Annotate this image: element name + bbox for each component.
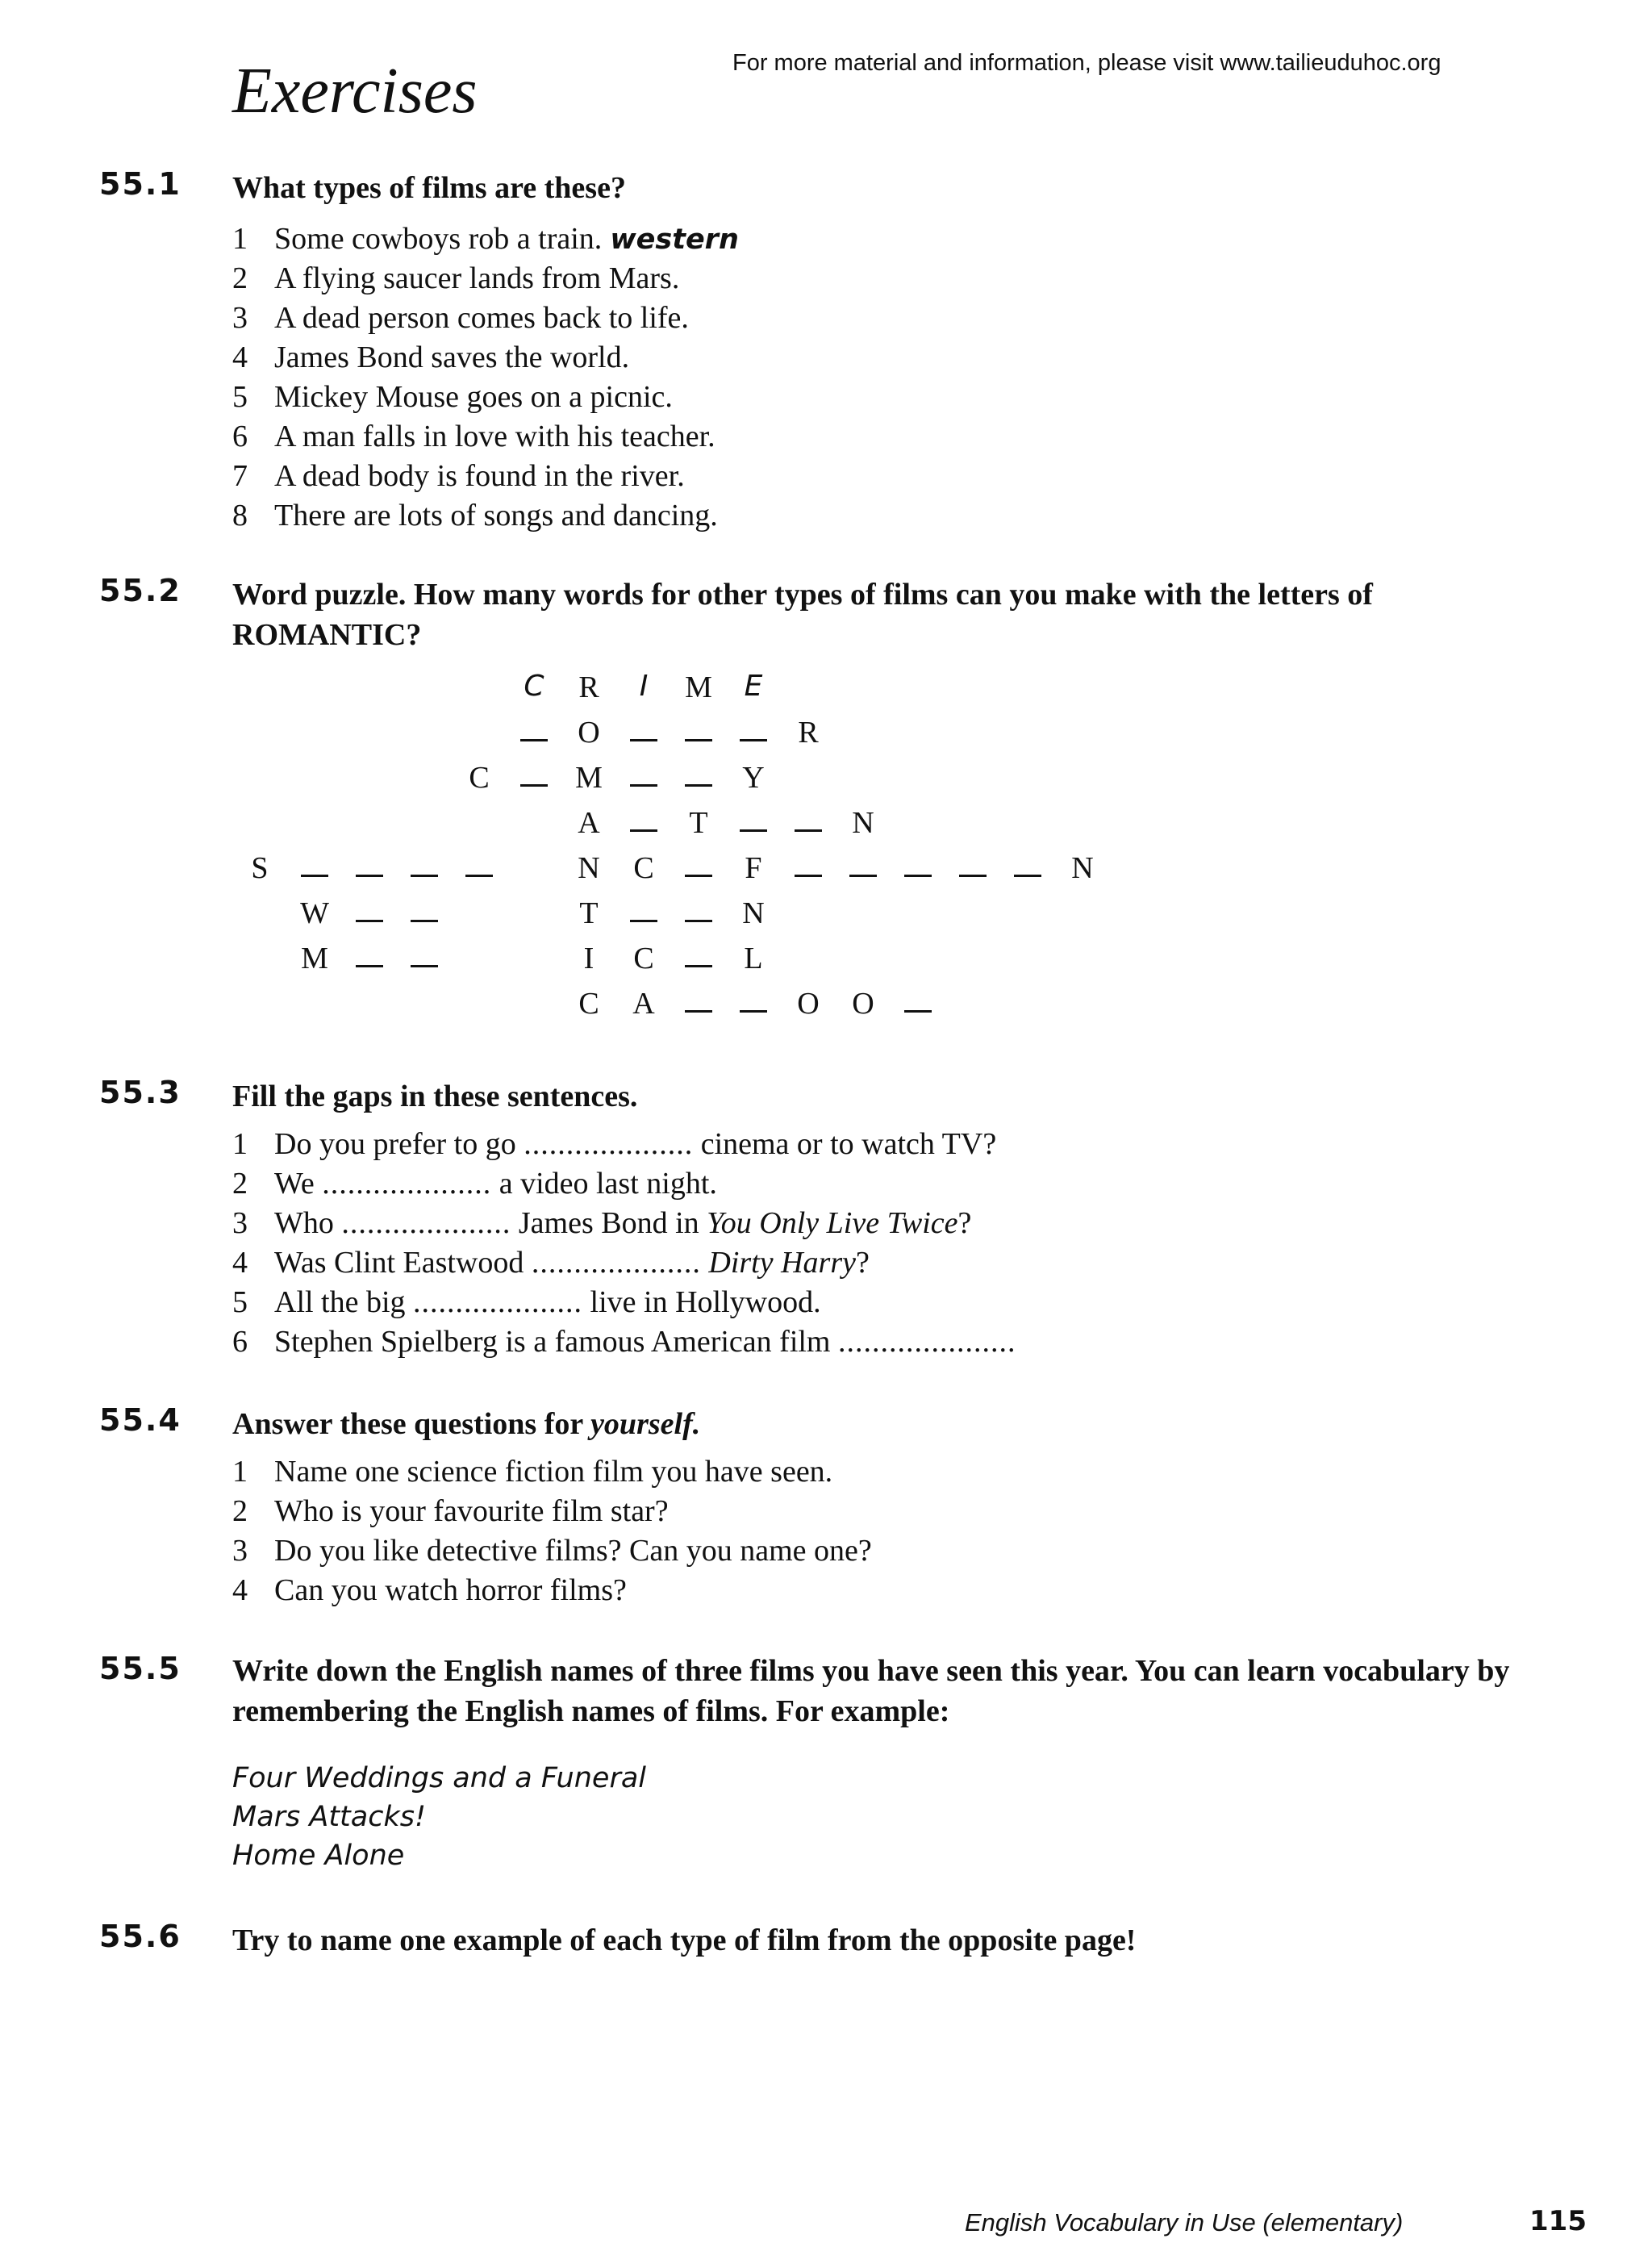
exercise-list <box>232 1452 872 1610</box>
puzzle-handwritten-letter: I <box>639 670 649 703</box>
handwritten-examples <box>232 1759 646 1875</box>
exercise-instruction: Fill the gaps in these sentences. <box>232 1080 638 1113</box>
list-item: 1 Name one science fiction film you have seen. <box>232 1455 833 1489</box>
puzzle-letter: C <box>469 761 490 795</box>
handwritten-answer: western <box>610 223 739 256</box>
exercise-number: 55.4 <box>99 1402 181 1438</box>
puzzle-letter: T <box>579 896 599 930</box>
gap[interactable]: .................... <box>322 1167 492 1201</box>
puzzle-handwritten-letter: E <box>744 670 763 703</box>
exercise-list <box>232 219 739 536</box>
puzzle-blank[interactable] <box>411 941 438 967</box>
gap[interactable]: .................... <box>341 1206 511 1240</box>
puzzle-blank[interactable] <box>630 760 657 787</box>
exercise-number: 55.1 <box>99 166 181 202</box>
puzzle-letter: A <box>632 987 655 1021</box>
puzzle-blank[interactable] <box>685 896 712 922</box>
puzzle-blank[interactable] <box>520 760 548 787</box>
puzzle-letter: R <box>578 670 599 704</box>
puzzle-blank[interactable] <box>685 941 712 967</box>
puzzle-letter: A <box>578 806 600 840</box>
puzzle-blank[interactable] <box>795 805 822 832</box>
header-note: For more material and information, please visit www.tailieuduhoc.org <box>732 50 1441 76</box>
list-item: 7 A dead body is found in the river. <box>232 459 685 493</box>
puzzle-blank[interactable] <box>411 850 438 877</box>
puzzle-blank[interactable] <box>630 896 657 922</box>
puzzle-letter: F <box>745 851 762 885</box>
gap[interactable]: .................... <box>531 1246 701 1280</box>
list-item: 4 James Bond saves the world. <box>232 340 630 374</box>
page-number: 115 <box>1529 2205 1587 2237</box>
puzzle-blank[interactable] <box>630 715 657 741</box>
book-title: English Vocabulary in Use (elementary) <box>965 2208 1404 2237</box>
word-puzzle <box>242 670 1210 1041</box>
exercise-instruction: Try to name one example of each type of film from the opposite page! <box>232 1923 1137 1957</box>
puzzle-letter: C <box>633 851 654 885</box>
puzzle-blank[interactable] <box>959 850 987 877</box>
puzzle-blank[interactable] <box>356 850 383 877</box>
puzzle-blank[interactable] <box>356 896 383 922</box>
list-item: 3 A dead person comes back to life. <box>232 301 689 335</box>
exercise-instruction: Answer these questions for yourself. <box>232 1407 701 1441</box>
puzzle-letter: O <box>852 987 874 1021</box>
puzzle-letter: N <box>1071 851 1094 885</box>
list-item: 4 Can you watch horror films? <box>232 1573 627 1607</box>
list-item: Four Weddings and a Funeral <box>232 1762 647 1794</box>
puzzle-blank[interactable] <box>849 850 877 877</box>
puzzle-blank[interactable] <box>795 850 822 877</box>
puzzle-handwritten-letter: C <box>524 670 544 703</box>
gap[interactable]: .................... <box>413 1285 583 1319</box>
exercise-instruction: What types of films are these? <box>232 171 626 205</box>
exercise-number: 55.5 <box>99 1651 181 1686</box>
list-item: 6 Stephen Spielberg is a famous American film ..................... <box>232 1325 1016 1359</box>
puzzle-blank[interactable] <box>904 850 932 877</box>
puzzle-blank[interactable] <box>356 941 383 967</box>
exercise-number: 55.3 <box>99 1075 181 1110</box>
list-item: 2 Who is your favourite film star? <box>232 1494 669 1528</box>
gap[interactable]: .................... <box>524 1127 694 1161</box>
puzzle-letter: L <box>744 942 763 975</box>
list-item: 1 Do you prefer to go .................... cinema or to watch TV? <box>232 1127 997 1161</box>
exercise-number: 55.6 <box>99 1919 181 1954</box>
list-item: 3 Who .................... James Bond in You Only Live Twice? <box>232 1206 972 1240</box>
puzzle-blank[interactable] <box>411 896 438 922</box>
exercise-instruction: Word puzzle. How many words for other types of films can you make with the letters of ROMANTIC? <box>232 578 1373 652</box>
puzzle-letter: Y <box>742 761 765 795</box>
puzzle-letter: R <box>798 716 819 750</box>
list-item: 2 A flying saucer lands from Mars. <box>232 261 680 295</box>
puzzle-letter: O <box>797 987 820 1021</box>
puzzle-letter: W <box>300 896 329 930</box>
puzzle-blank[interactable] <box>301 850 328 877</box>
puzzle-letter: O <box>578 716 600 750</box>
puzzle-blank[interactable] <box>685 850 712 877</box>
list-item: 5 Mickey Mouse goes on a picnic. <box>232 380 673 414</box>
puzzle-blank[interactable] <box>685 986 712 1013</box>
puzzle-blank[interactable] <box>740 986 767 1013</box>
puzzle-letter: S <box>251 851 269 885</box>
exercise-instruction: Write down the English names of three films you have seen this year. You can learn vocabulary by remembering the English names of films. For example: <box>232 1654 1510 1728</box>
puzzle-blank[interactable] <box>740 715 767 741</box>
puzzle-blank[interactable] <box>520 715 548 741</box>
puzzle-letter: M <box>301 942 328 975</box>
list-item: 8 There are lots of songs and dancing. <box>232 499 718 533</box>
puzzle-blank[interactable] <box>904 986 932 1013</box>
puzzle-letter: M <box>575 761 603 795</box>
puzzle-blank[interactable] <box>685 760 712 787</box>
puzzle-letter: N <box>578 851 600 885</box>
puzzle-letter: C <box>633 942 654 975</box>
list-item: 3 Do you like detective films? Can you name one? <box>232 1534 872 1568</box>
list-item: 5 All the big .................... live in Hollywood. <box>232 1285 821 1319</box>
puzzle-letter: N <box>742 896 765 930</box>
puzzle-blank[interactable] <box>630 805 657 832</box>
puzzle-letter: N <box>852 806 874 840</box>
puzzle-blank[interactable] <box>1014 850 1041 877</box>
puzzle-letter: M <box>685 670 712 704</box>
exercise-number: 55.2 <box>99 573 181 608</box>
list-item: 2 We .................... a video last night. <box>232 1167 717 1201</box>
exercise-list <box>232 1125 1016 1362</box>
list-item: 4 Was Clint Eastwood .................... Dirty Harry? <box>232 1246 870 1280</box>
list-item: Home Alone <box>232 1840 405 1872</box>
puzzle-letter: T <box>689 806 708 840</box>
puzzle-letter: C <box>578 987 599 1021</box>
list-item: Mars Attacks! <box>232 1801 427 1833</box>
puzzle-blank[interactable] <box>685 715 712 741</box>
list-item: 1 Some cowboys rob a train. western <box>232 222 739 256</box>
puzzle-blank[interactable] <box>740 805 767 832</box>
puzzle-letter: I <box>583 942 594 975</box>
page-title: Exercises <box>232 56 478 127</box>
gap[interactable]: .................... <box>838 1325 1007 1359</box>
list-item: 6 A man falls in love with his teacher. <box>232 420 715 453</box>
puzzle-blank[interactable] <box>465 850 493 877</box>
